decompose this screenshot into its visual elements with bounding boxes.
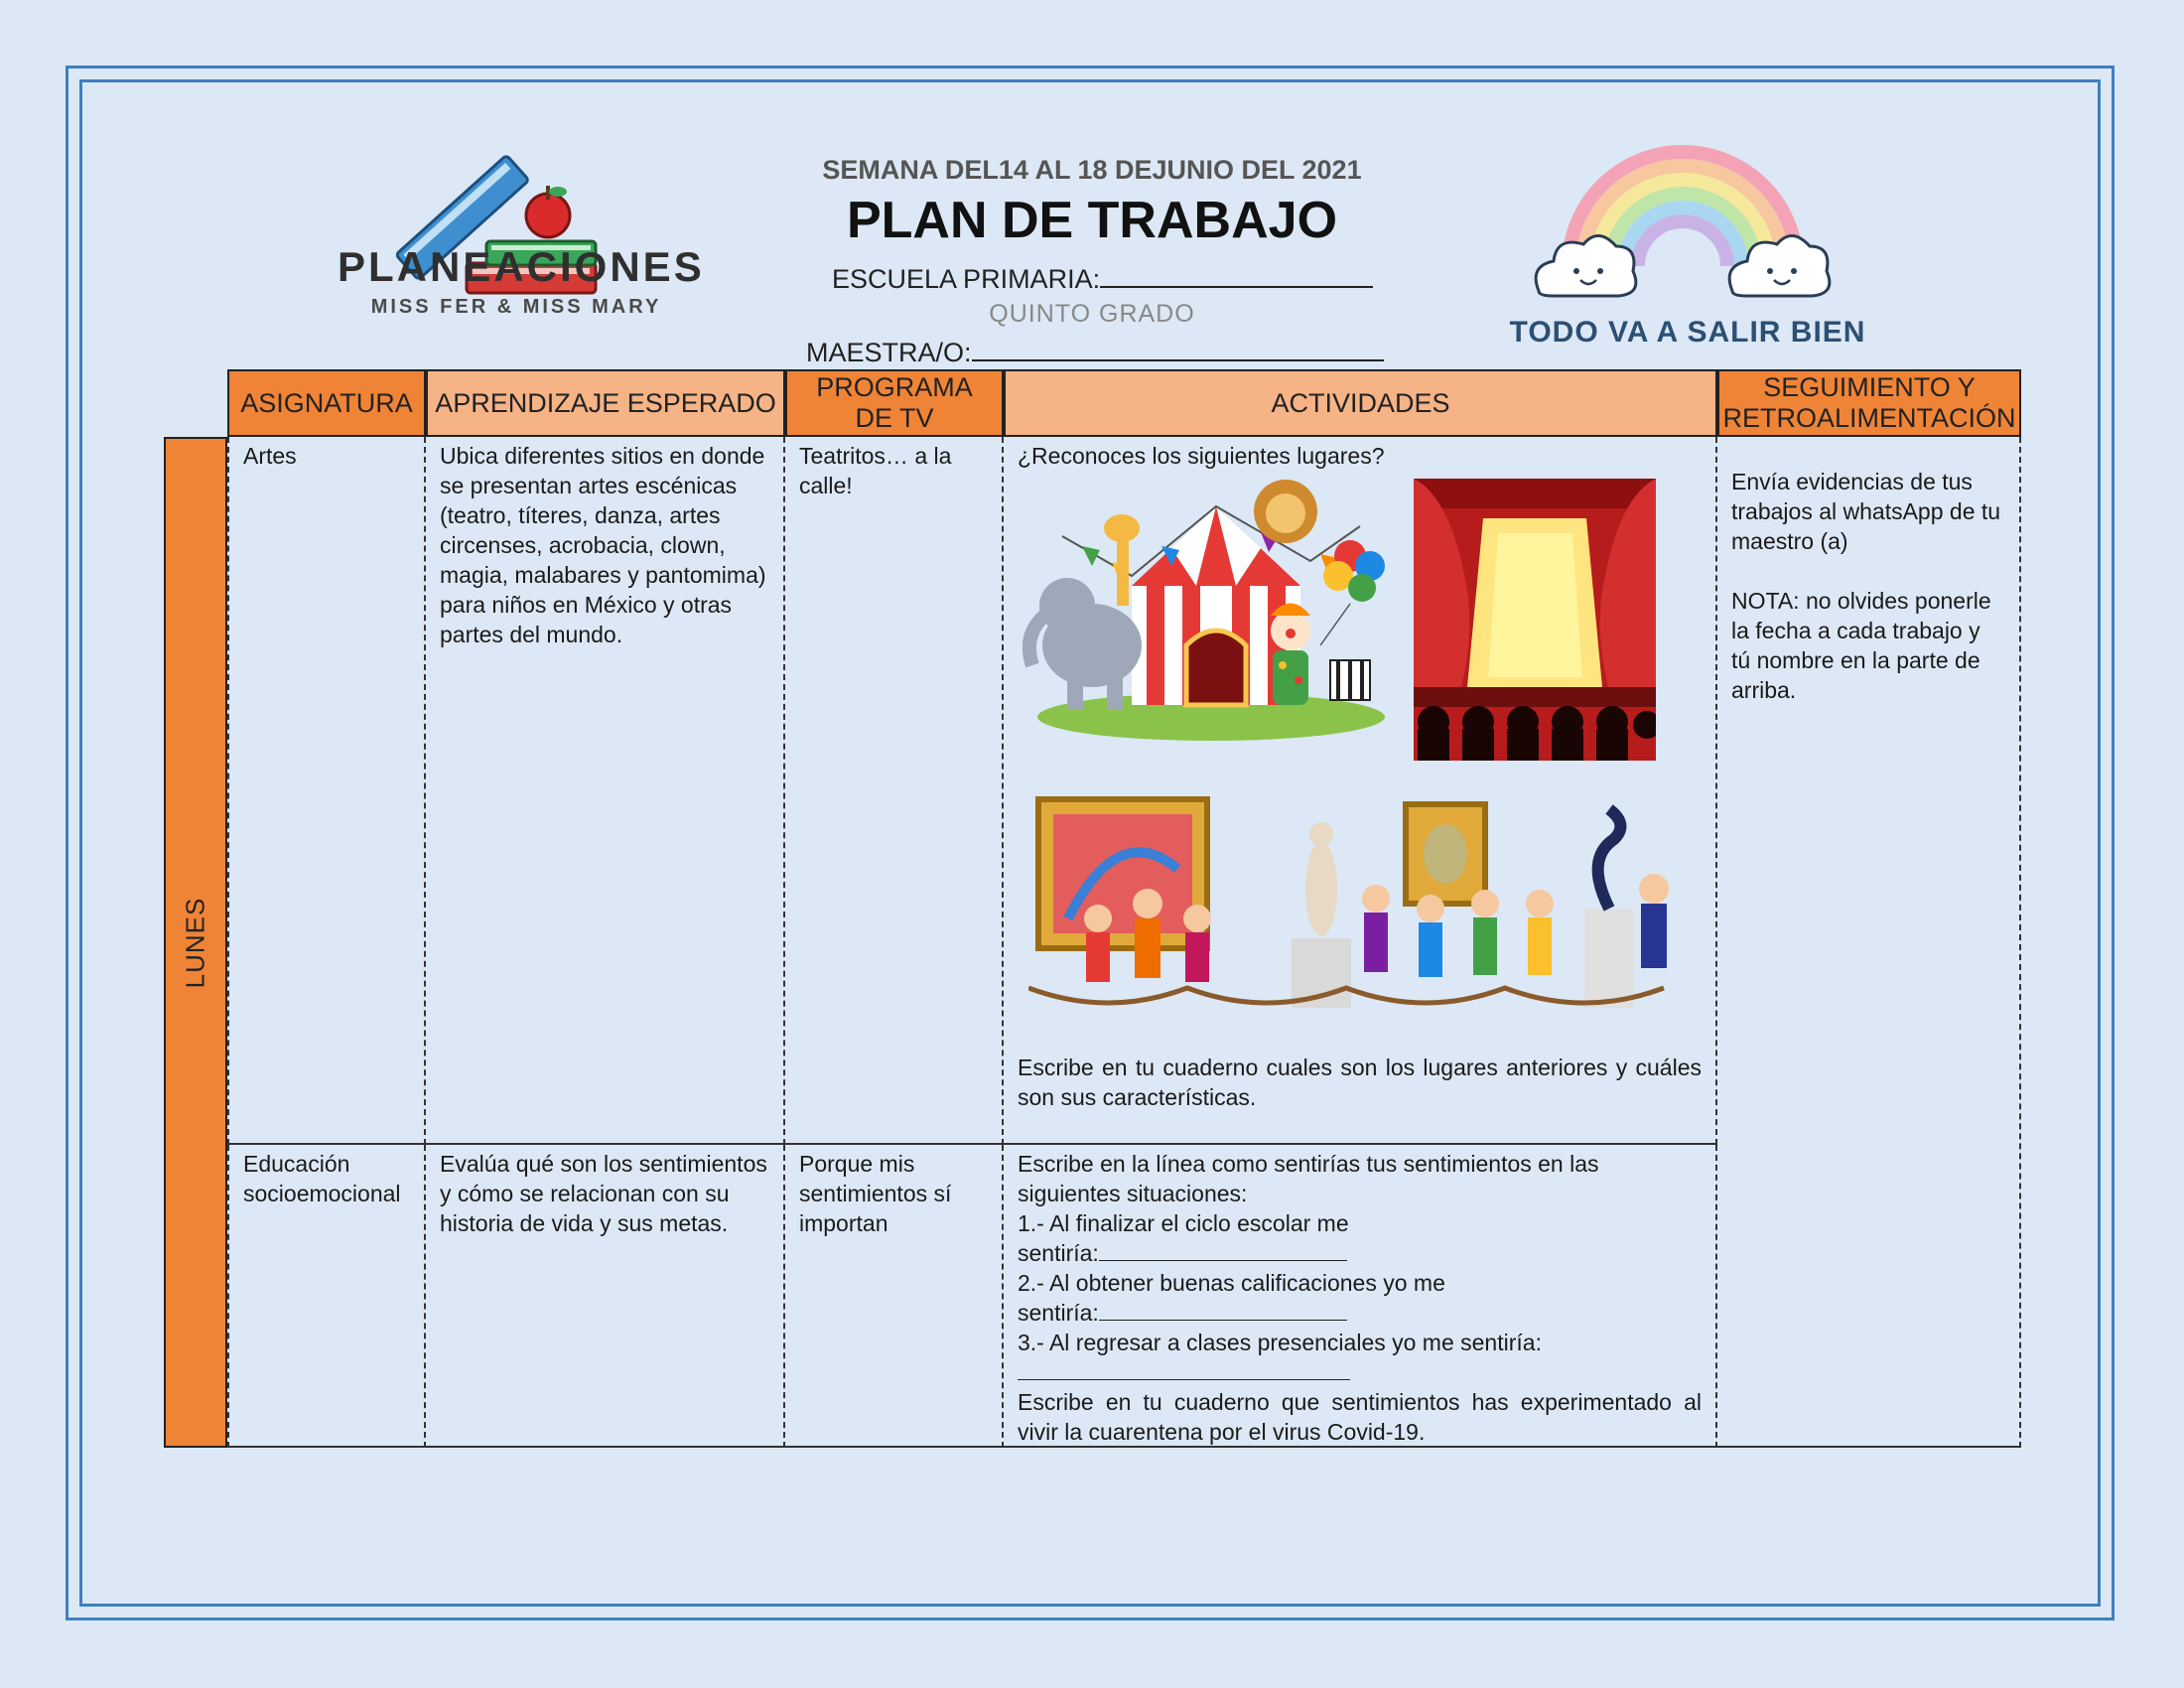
school-label: ESCUELA PRIMARIA: — [832, 264, 1101, 294]
row2-subject-line2: socioemocional — [243, 1181, 401, 1206]
school-blank-line[interactable] — [1100, 260, 1373, 288]
row2-item2-blank-line[interactable] — [1099, 1300, 1347, 1321]
teacher-blank-line[interactable] — [972, 334, 1384, 361]
row1-tv-program: Teatritos… a la calle! — [785, 437, 1004, 1145]
museum-visit-illustration-icon — [1028, 779, 1684, 1033]
row2-activities — [1004, 1145, 1717, 1448]
row1-learning: Ubica diferentes sitios en donde se presentan artes escénicas (teatro, títeres, danza, artes circenses, acrobacia, clown, magia, malabares y pantomima) para niños en México y otras partes del mundo. — [426, 437, 785, 1145]
header-learning: APRENDIZAJE ESPERADO — [426, 369, 785, 437]
header-tv-line1: PROGRAMA — [816, 372, 973, 402]
row2-item1-blank-line[interactable] — [1099, 1240, 1347, 1261]
row2-item2-answer — [1018, 1298, 1702, 1328]
header-tv-program — [785, 369, 1004, 437]
row1-subject: Artes — [227, 437, 426, 1145]
row2-learning: Evalúa qué son los sentimientos y cómo se relacionan con su historia de vida y sus metas. — [426, 1145, 785, 1448]
followup-cell — [1717, 437, 2021, 1448]
row2-item2-label: sentiría: — [1018, 1300, 1099, 1326]
header-followup-line2: RETROALIMENTACIÓN — [1722, 403, 2016, 433]
row2-activity-instruction: Escribe en tu cuaderno que sentimientos has experimentado al vivir la cuarentena por el virus Covid-19. — [1018, 1389, 1702, 1445]
header-followup — [1717, 369, 2021, 437]
brand-title: PLANEACIONES — [338, 243, 705, 290]
motto-text: TODO VA A SALIR BIEN — [1509, 316, 1866, 349]
row2-activity-intro: Escribe en la línea como sentirías tus sentimientos en las siguientes situaciones: — [1018, 1151, 1599, 1206]
row2-item3: 3.- Al regresar a clases presenciales yo me sentiría: — [1018, 1330, 1542, 1355]
header-followup-line1: SEGUIMIENTO Y — [1763, 372, 1976, 402]
grade-label: QUINTO GRADO — [989, 300, 1195, 328]
row2-item1: 1.- Al finalizar el ciclo escolar me — [1018, 1210, 1349, 1236]
followup-evidence: Envía evidencias de tus trabajos al whatsApp de tu maestro (a) — [1731, 469, 2001, 554]
row2-tv-program: Porque mis sentimientos sí importan — [785, 1145, 1004, 1448]
page-title: PLAN DE TRABAJO — [846, 192, 1338, 249]
row2-item2: 2.- Al obtener buenas calificaciones yo me — [1018, 1270, 1445, 1296]
header-tv-line2: DE TV — [855, 403, 934, 433]
header-subject: ASIGNATURA — [227, 369, 426, 437]
row1-activity-question: ¿Reconoces los siguientes lugares? — [1018, 443, 1385, 469]
followup-note: NOTA: no olvides ponerle la fecha a cada trabajo y tú nombre en la parte de arriba. — [1731, 588, 1991, 703]
day-label — [164, 437, 227, 1448]
row1-activity-instruction: Escribe en tu cuaderno cuales son los lugares anteriores y cuáles son sus características. — [1018, 1055, 1702, 1110]
row2-item3-blank-line[interactable] — [1018, 1359, 1350, 1380]
row2-item1-answer — [1018, 1238, 1702, 1268]
week-range: SEMANA DEL14 AL 18 DEJUNIO DEL 2021 — [822, 155, 1362, 185]
circus-tent-illustration-icon — [1023, 467, 1400, 745]
day-name: LUNES — [180, 897, 210, 988]
brand-subtitle: MISS FER & MISS MARY — [370, 296, 662, 318]
teacher-field — [806, 334, 1384, 368]
row2-item1-label: sentiría: — [1018, 1240, 1099, 1266]
rainbow-clouds-icon — [1529, 117, 1837, 316]
row2-subject — [227, 1145, 426, 1448]
row2-subject-line1: Educación — [243, 1151, 350, 1177]
header-activities: ACTIVIDADES — [1004, 369, 1717, 437]
theater-stage-illustration-icon — [1414, 479, 1656, 761]
teacher-label: MAESTRA/O: — [806, 338, 972, 367]
school-field — [832, 260, 1373, 295]
